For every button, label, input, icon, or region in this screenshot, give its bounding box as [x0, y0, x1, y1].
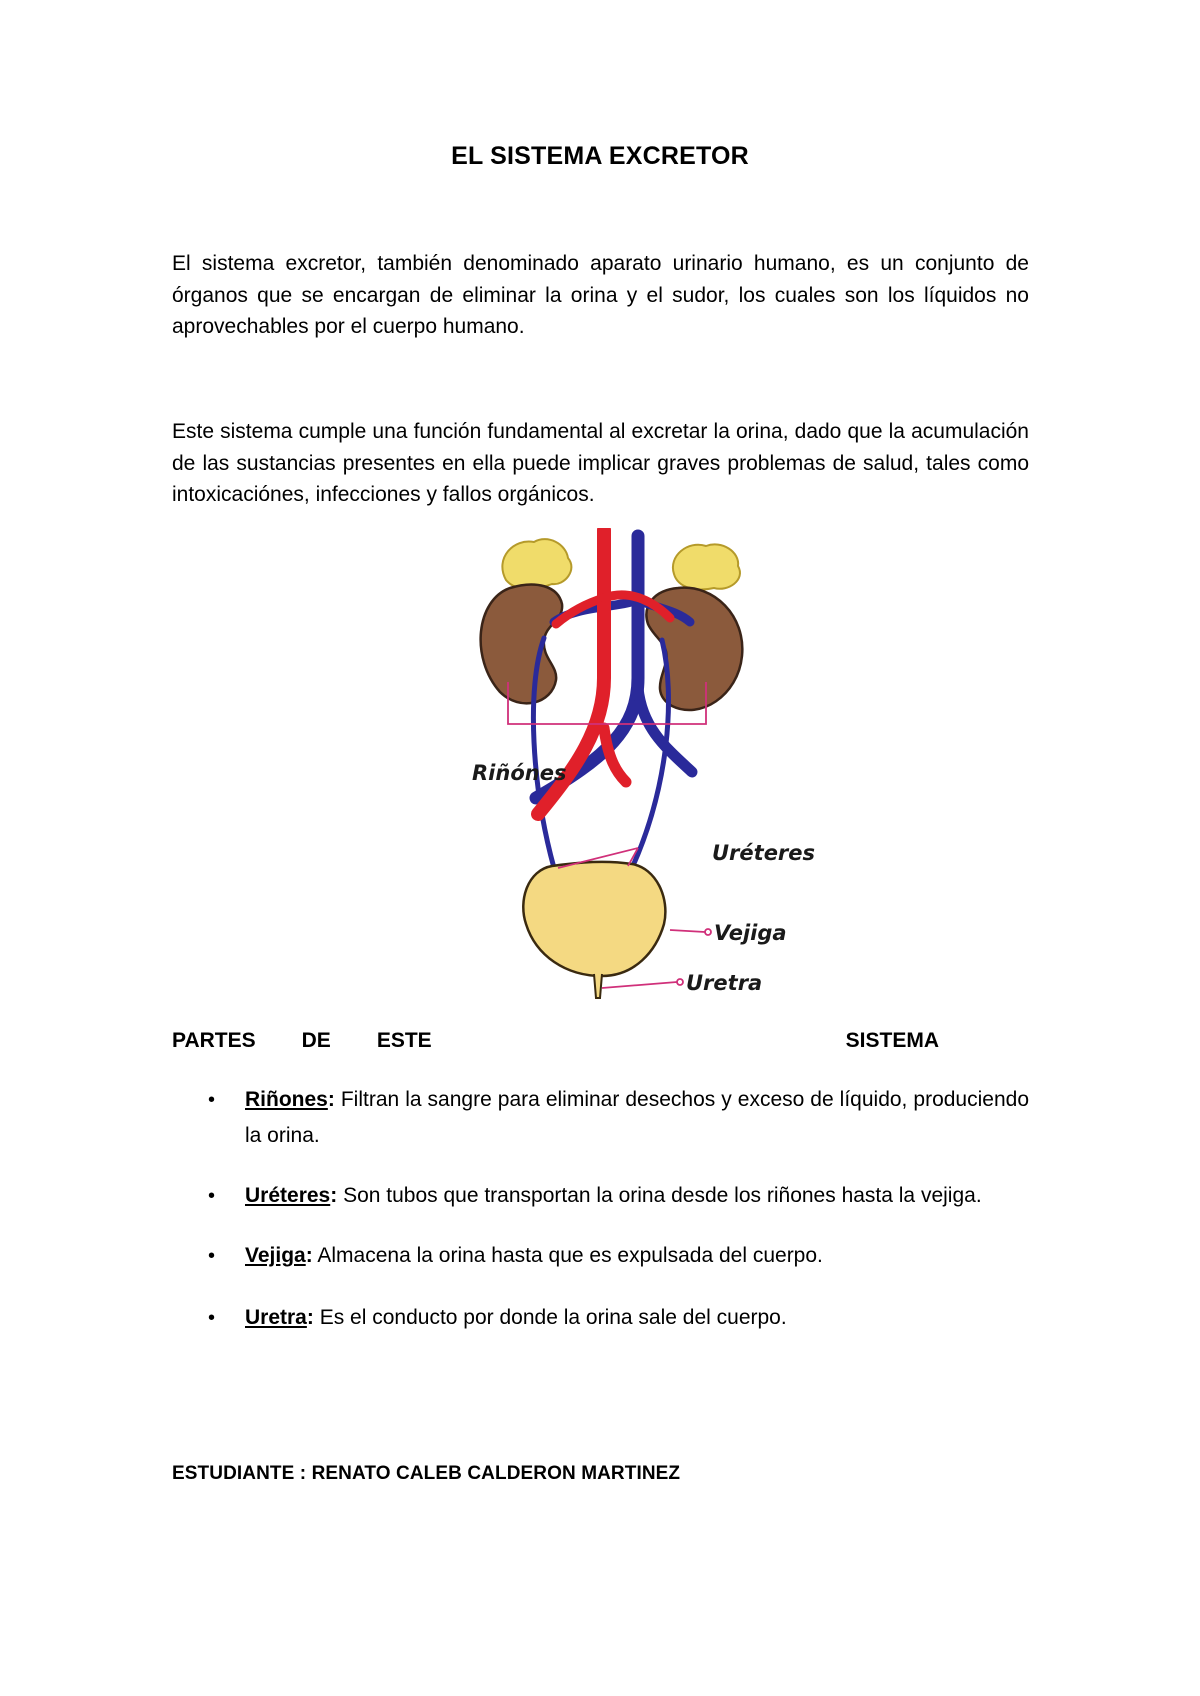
left-kidney [481, 585, 563, 704]
left-adrenal-gland [502, 539, 571, 589]
part-description: Son tubos que transportan la orina desde los riñones hasta la vejiga. [337, 1184, 982, 1207]
document-title: EL SISTEMA EXCRETOR [451, 142, 749, 170]
label-ureters: Uréteres [712, 841, 816, 865]
list-item [172, 1238, 1029, 1274]
bullet-icon: • [208, 1307, 216, 1329]
part-colon: : [330, 1184, 338, 1207]
label-kidneys: Riñónes [472, 761, 567, 785]
list-item [172, 1300, 1029, 1336]
parts-heading-word-4: SISTEMA [845, 1029, 939, 1052]
label-bladder: Vejiga [714, 921, 787, 945]
parts-heading-word-3: ESTE [376, 1029, 432, 1052]
part-term: Uretra [245, 1306, 307, 1329]
part-description: Es el conducto por donde la orina sale del cuerpo. [313, 1306, 787, 1329]
part-colon: : [305, 1244, 313, 1267]
parts-heading-word-2: DE [301, 1029, 331, 1052]
part-description: Filtran la sangre para eliminar desechos y exceso de líquido, produciendo la orina. [245, 1088, 1029, 1147]
list-item [172, 1178, 1029, 1214]
excretory-system-illustration [456, 528, 836, 1016]
urethra [594, 974, 602, 998]
label-urethra: Uretra [686, 971, 763, 995]
parts-heading [172, 1026, 939, 1056]
parts-heading-word-1: PARTES [172, 1029, 256, 1052]
intro-paragraph: El sistema excretor, también denominado aparato urinario humano, es un conjunto de órganos que se encargan de eliminar la orina y el sudor, los cuales son los líquidos no aprovechables por el cuerpo humano. [172, 252, 1029, 338]
part-term: Vejiga [245, 1244, 306, 1267]
right-adrenal-gland [673, 544, 740, 589]
student-name: ESTUDIANTE : RENATO CALEB CALDERON MARTINEZ [172, 1463, 681, 1484]
function-paragraph: Este sistema cumple una función fundamental al excretar la orina, dado que la acumulación de las sustancias presentes en ella puede implicar graves problemas de salud, tales como intoxicaciónes, infecciones y fallos orgánicos. [172, 420, 1029, 506]
part-term: Riñones [245, 1088, 328, 1111]
part-term: Uréteres [245, 1184, 331, 1207]
bullet-icon: • [208, 1185, 216, 1207]
bullet-icon: • [208, 1089, 216, 1111]
list-item [172, 1082, 1029, 1154]
part-description: Almacena la orina hasta que es expulsada del cuerpo. [312, 1244, 823, 1267]
bullet-icon: • [208, 1245, 216, 1267]
bladder [523, 862, 665, 976]
parts-list [172, 1082, 1029, 1362]
part-colon: : [327, 1088, 335, 1111]
part-colon: : [306, 1306, 314, 1329]
